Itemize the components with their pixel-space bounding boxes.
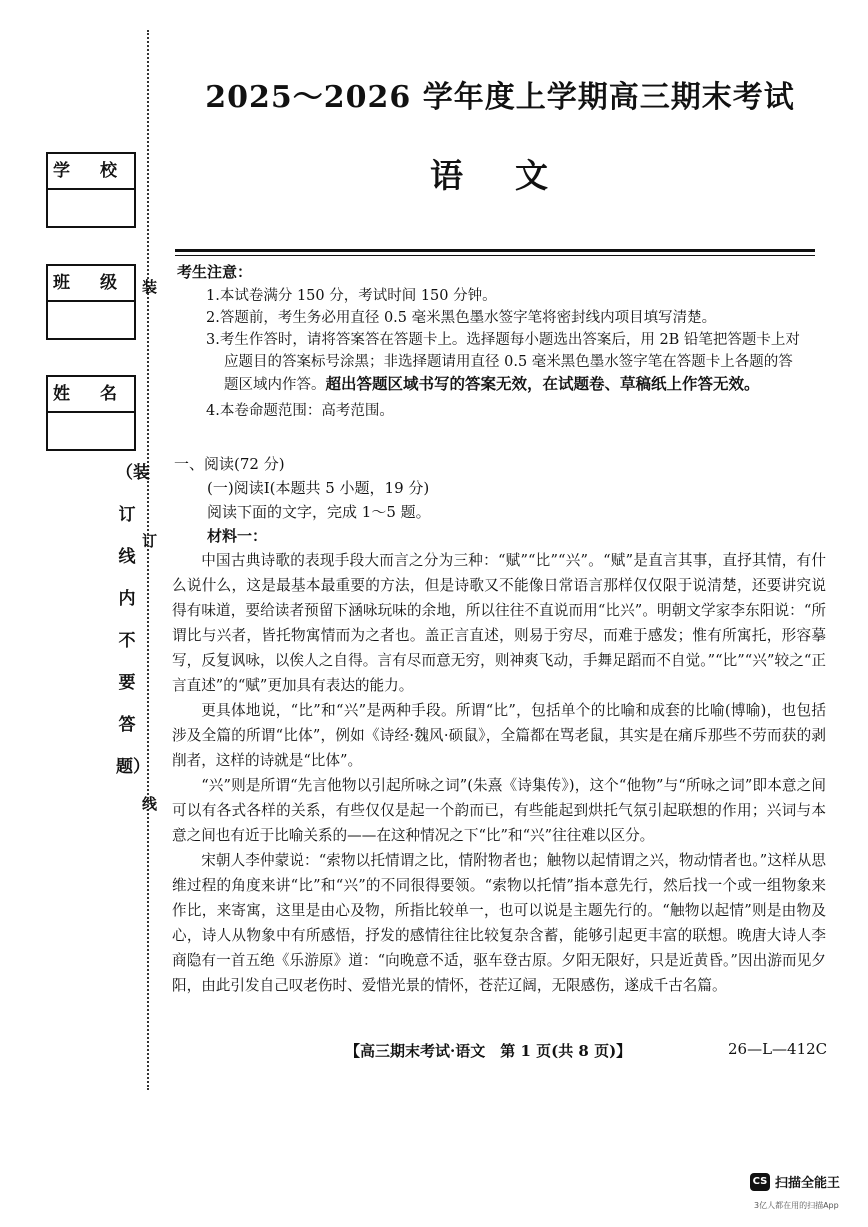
school-label: 学 校 — [48, 154, 134, 190]
notice-item-4: 4.本卷命题范围：高考范围。 — [206, 403, 394, 419]
notice-item-3-line-2: 应题目的答案标号涂黑；非选择题请用直径 0.5 毫米黑色墨水签字笔在答题卡上各题的答 — [224, 354, 793, 370]
passage-paragraph: 中国古典诗歌的表现手段大而言之分为三种：“赋”“比”“兴”。“赋”是直言其事，直抒其情，有什么说什么，这是最基本最重要的方法，但是诗歌又不能像日常语言那样仅仅限于说清楚，还要讲究说得有味道，要给读者预留下涵咏玩味的余地，所以往往不直说而用“比兴”。明朝文学家李东阳说：“所谓比与兴者，皆托物寓情而为之者也。盖正言直述，则易于穷尽，而难于感发；惟有所寓托，形容摹写，反复讽咏，以俟人之自得。言有尽而意无穷，则神爽飞动，手舞足蹈而不自觉。”“比”“兴”较之“正言直述”的“赋”更加具有表达的能力。 — [172, 552, 826, 694]
header-rule-thick — [175, 249, 815, 252]
notice-item-1: 1.本试卷满分 150 分，考试时间 150 分钟。 — [206, 288, 497, 304]
binding-mark-xian: 线 — [142, 795, 158, 813]
subsection-title: (一)阅读Ⅰ(本题共 5 小题，19 分) — [207, 479, 430, 497]
school-box — [46, 152, 136, 228]
notice-item-3-line-1: 3.考生作答时，请将答案答在答题卡上。选择题每小题选出答案后，用 2B 铅笔把答题卡上对 — [206, 332, 800, 348]
watermark-brand: 扫描全能王 — [775, 1176, 841, 1191]
camscanner-logo-icon: CS — [750, 1173, 770, 1191]
school-field[interactable] — [48, 190, 134, 226]
name-field[interactable] — [48, 413, 134, 449]
notice-warning: 超出答题区域书写的答案无效，在试题卷、草稿纸上作答无效。 — [325, 375, 760, 393]
reading-instruction: 阅读下面的文字，完成 1～5 题。 — [207, 503, 431, 521]
header-rule-thin — [175, 255, 815, 256]
binding-line — [147, 30, 149, 1090]
notice-item-2: 2.答题前，考生务必用直径 0.5 毫米黑色墨水签字笔将密封线内项目填写清楚。 — [206, 310, 717, 326]
class-field[interactable] — [48, 302, 134, 338]
paper-code: 26—L—412C — [728, 1040, 828, 1058]
passage-paragraph: “兴”则是所谓“先言他物以引起所咏之词”(朱熹《诗集传》)，这个“他物”与“所咏之词”即本意之间可以有各式各样的关系，有些仅仅是起一个韵而已，有些能起到烘托气氛引起联想的作用；兴词与本意之间也有近于比喻关系的——在这种情况之下“比”和“兴”往往难以区分。 — [172, 777, 826, 844]
subject-title: 语文 — [430, 156, 600, 195]
binding-mark-ding: 订 — [142, 532, 158, 550]
notice-item-3-line-3 — [224, 373, 760, 397]
section-title: 一、阅读(72 分) — [174, 455, 285, 473]
passage-paragraph: 宋朝人李仲蒙说：“索物以托情谓之比，情附物者也；触物以起情谓之兴，物动情者也。”这样从思维过程的角度来讲“比”和“兴”的不同很得要领。“索物以托情”指本意先行，然后找一个或一组物象来作比，来寄寓，这里是由心及物，所指比较单一，也可以说是主题先行的。“触物以起情”则是由物及心，诗人从物象中有所感悟，抒发的感情往往比较复杂含蓄，能够引起更丰富的联想。晚唐大诗人李商隐有一首五绝《乐游原》道：“向晚意不适，驱车登古原。夕阳无限好，只是近黄昏。”因出游而见夕阳，由此引发自己叹老伤时、爱惜光景的情怀，苍茫辽阔，无限感伤，遂成千古名篇。 — [172, 852, 826, 994]
notice-heading: 考生注意： — [177, 263, 253, 281]
class-label: 班 级 — [48, 266, 134, 302]
page-footer: 【高三期末考试·语文 第 1 页(共 8 页)】 — [345, 1042, 632, 1060]
watermark-tagline: 3亿人都在用的扫描App — [754, 1201, 839, 1210]
name-label: 姓 名 — [48, 377, 134, 413]
name-box — [46, 375, 136, 451]
notice-item-3-line-3a: 题区域内作答。 — [224, 377, 326, 393]
binding-mark-zhuang: 装 — [142, 278, 158, 296]
reading-passage — [172, 548, 826, 998]
binding-notice: （装订线内不要答题） — [116, 463, 150, 777]
material-label: 材料一： — [207, 527, 268, 545]
passage-paragraph: 更具体地说，“比”和“兴”是两种手段。所谓“比”，包括单个的比喻和成套的比喻(博喻)，也包括涉及全篇的所谓“比体”，例如《诗经·魏风·硕鼠》，全篇都在骂老鼠，其实是在痛斥那些不劳而获的剥削者，这样的诗就是“比体”。 — [172, 702, 826, 769]
exam-title: 2025～2026 学年度上学期高三期末考试 — [205, 80, 795, 115]
class-box — [46, 264, 136, 340]
